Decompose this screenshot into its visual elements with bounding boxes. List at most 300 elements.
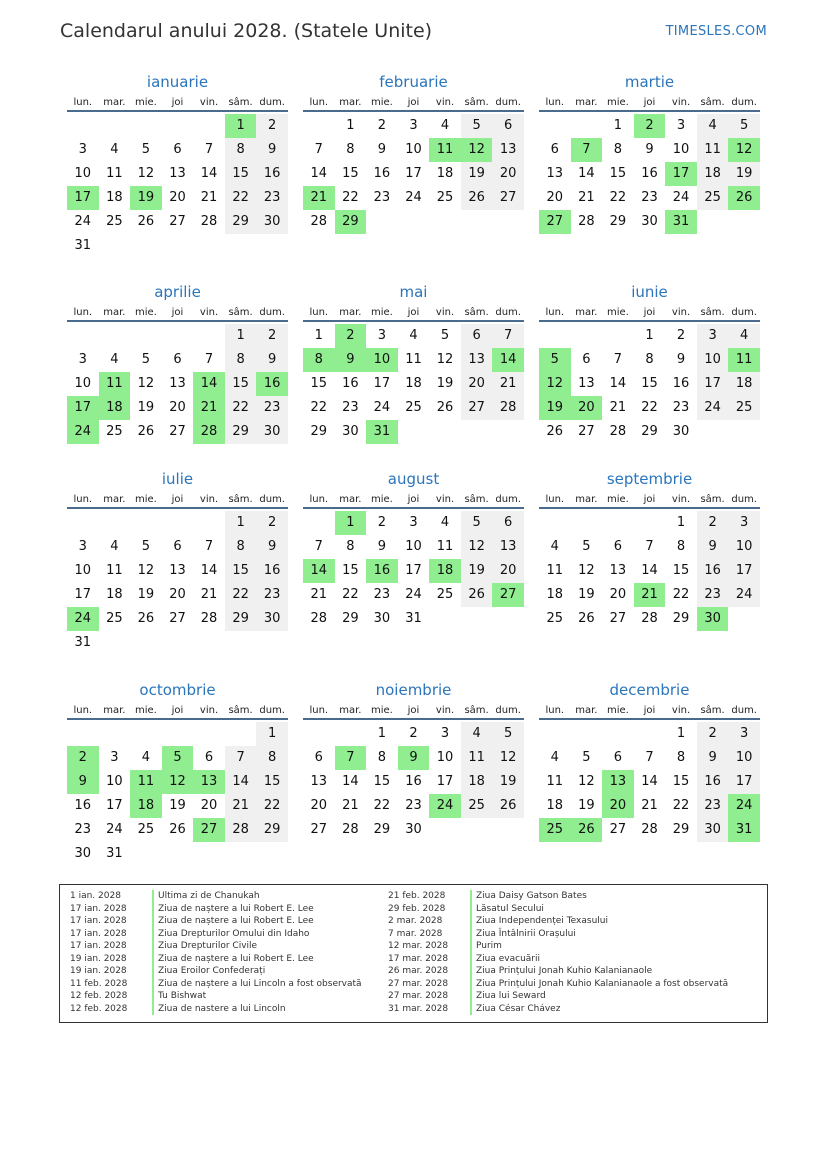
holiday-day-cell: 1: [225, 114, 257, 138]
legend-row: [70, 978, 362, 991]
legend-column-right: [388, 890, 728, 1015]
legend-marker: [470, 928, 472, 941]
day-cell: 21: [641, 798, 658, 813]
day-cell: 2: [409, 726, 418, 741]
day-cell: 22: [672, 587, 690, 602]
day-cell: 12: [461, 535, 493, 559]
day-cell: 3: [409, 118, 418, 133]
day-cell: 12: [137, 166, 155, 181]
day-cell: 26: [137, 214, 155, 229]
day-cell: 28: [492, 396, 524, 420]
legend-holiday-name: Ziua Daisy Gatson Bates: [476, 891, 587, 902]
weekday-label: joi: [643, 307, 656, 318]
month-octombrie: [67, 680, 288, 866]
day-cell: 20: [609, 587, 627, 602]
weekday-label: dum.: [495, 97, 521, 108]
day-cell: 14: [641, 563, 658, 578]
weekday-label: lun.: [309, 97, 329, 108]
legend-marker: [152, 978, 154, 991]
day-cell: 12: [137, 563, 155, 578]
legend-marker: [152, 953, 154, 966]
day-cell: 23: [697, 794, 729, 818]
days-grid: [67, 511, 288, 655]
day-cell: 22: [342, 587, 359, 602]
day-cell: 6: [492, 511, 524, 535]
weekday-label: lun.: [545, 494, 565, 505]
day-cell: 28: [578, 214, 595, 229]
legend-marker: [152, 1003, 154, 1016]
weekday-label: mie.: [370, 97, 393, 108]
day-cell: 3: [78, 142, 87, 157]
legend-row: [388, 928, 728, 941]
day-cell: 20: [200, 798, 218, 813]
holiday-day-cell: 31: [366, 420, 398, 444]
legend-date: 17 ian. 2028: [70, 903, 127, 914]
legend-date: 27 mar. 2028: [388, 978, 449, 989]
month-septembrie: [539, 469, 760, 655]
holiday-day-cell: 28: [193, 420, 225, 444]
day-cell: 20: [492, 162, 524, 186]
day-cell: 27: [609, 611, 627, 626]
weekday-label: sâm.: [464, 307, 489, 318]
day-cell: 5: [728, 114, 760, 138]
weekday-label: lun.: [73, 494, 93, 505]
day-cell: 29: [225, 420, 257, 444]
legend-marker: [470, 940, 472, 953]
day-cell: 8: [225, 535, 257, 559]
day-cell: 30: [74, 846, 92, 861]
weekday-label: sâm.: [228, 97, 253, 108]
legend-holiday-name: Ziua Drepturilor Civile: [158, 941, 258, 952]
legend-date: 17 ian. 2028: [70, 928, 127, 939]
days-grid: [539, 324, 760, 468]
day-cell: 9: [377, 142, 387, 157]
day-cell: 5: [141, 539, 151, 554]
weekday-label: lun.: [73, 97, 93, 108]
weekday-header: [67, 304, 288, 322]
legend-marker: [152, 903, 154, 916]
day-cell: 19: [461, 162, 493, 186]
day-cell: 30: [256, 607, 288, 631]
day-cell: 4: [697, 114, 729, 138]
day-cell: 7: [225, 746, 257, 770]
weekday-header: [303, 304, 524, 322]
legend-marker: [470, 903, 472, 916]
day-cell: 25: [546, 611, 564, 626]
day-cell: 28: [342, 822, 359, 837]
weekday-label: mie.: [606, 97, 629, 108]
holiday-day-cell: 18: [99, 396, 131, 420]
month-name: aprilie: [154, 283, 201, 301]
site-link[interactable]: TIMESLES.COM: [665, 24, 767, 39]
day-cell: 3: [728, 511, 760, 535]
legend-row: [70, 990, 362, 1003]
day-cell: 5: [461, 511, 493, 535]
day-cell: 2: [697, 722, 729, 746]
day-cell: 13: [546, 166, 564, 181]
day-cell: 22: [225, 186, 257, 210]
day-cell: 16: [373, 166, 391, 181]
day-cell: 16: [672, 376, 690, 391]
day-cell: 24: [373, 400, 391, 415]
day-cell: 25: [137, 822, 155, 837]
day-cell: 31: [405, 611, 422, 626]
day-cell: 11: [106, 166, 123, 181]
day-cell: 19: [578, 798, 595, 813]
day-cell: 23: [405, 798, 422, 813]
day-cell: 16: [697, 770, 729, 794]
month-aprilie: [67, 282, 288, 468]
day-cell: 10: [106, 774, 123, 789]
day-cell: 23: [373, 190, 391, 205]
month-name: iulie: [161, 470, 194, 488]
weekday-label: mar.: [339, 705, 362, 716]
day-cell: 3: [697, 324, 729, 348]
holiday-day-cell: 24: [728, 794, 760, 818]
weekday-label: mar.: [103, 494, 126, 505]
day-cell: 18: [728, 372, 760, 396]
day-cell: 16: [74, 798, 92, 813]
day-cell: 5: [141, 142, 151, 157]
weekday-label: sâm.: [228, 494, 253, 505]
weekday-header: [539, 702, 760, 720]
weekday-label: joi: [407, 97, 420, 108]
days-grid: [539, 722, 760, 866]
day-cell: 6: [173, 142, 182, 157]
day-cell: 1: [225, 511, 257, 535]
day-cell: 22: [672, 798, 690, 813]
legend-row: [70, 928, 362, 941]
day-cell: 14: [342, 774, 359, 789]
day-cell: 20: [169, 400, 186, 415]
legend-row: [70, 953, 362, 966]
day-cell: 17: [436, 774, 454, 789]
day-cell: 4: [440, 515, 450, 530]
weekday-label: vin.: [199, 97, 219, 108]
weekday-label: dum.: [495, 494, 521, 505]
weekday-label: dum.: [731, 307, 757, 318]
day-cell: 20: [546, 190, 564, 205]
weekday-label: mar.: [575, 97, 598, 108]
day-cell: 30: [342, 424, 359, 439]
day-cell: 28: [200, 214, 218, 229]
day-cell: 16: [641, 166, 658, 181]
day-cell: 26: [137, 424, 155, 439]
holiday-day-cell: 25: [539, 818, 571, 842]
day-cell: 16: [697, 559, 729, 583]
day-cell: 17: [106, 798, 123, 813]
day-cell: 7: [645, 750, 654, 765]
day-cell: 13: [169, 376, 186, 391]
day-cell: 7: [645, 539, 654, 554]
legend-marker: [470, 953, 472, 966]
day-cell: 30: [672, 424, 690, 439]
legend-date: 12 mar. 2028: [388, 941, 449, 952]
day-cell: 26: [461, 186, 493, 210]
legend-date: 19 ian. 2028: [70, 966, 127, 977]
day-cell: 15: [225, 559, 257, 583]
day-cell: 4: [550, 539, 559, 554]
holiday-day-cell: 2: [67, 746, 99, 770]
weekday-label: vin.: [199, 307, 219, 318]
legend-marker: [152, 940, 154, 953]
holiday-day-cell: 2: [335, 324, 367, 348]
weekday-label: mie.: [606, 705, 629, 716]
day-cell: 25: [461, 794, 493, 818]
day-cell: 27: [461, 396, 493, 420]
legend-row: [388, 978, 728, 991]
weekday-label: mie.: [134, 307, 157, 318]
day-cell: 7: [204, 352, 214, 367]
weekday-label: mar.: [339, 307, 362, 318]
holiday-day-cell: 9: [398, 746, 430, 770]
day-cell: 1: [645, 328, 654, 343]
day-cell: 19: [578, 587, 595, 602]
legend-holiday-name: Tu Bishwat: [158, 991, 207, 1002]
day-cell: 17: [405, 166, 422, 181]
weekday-label: mie.: [134, 705, 157, 716]
day-cell: 15: [310, 376, 328, 391]
month-iunie: [539, 282, 760, 468]
holiday-day-cell: 11: [429, 138, 461, 162]
day-cell: 28: [310, 214, 328, 229]
weekday-label: vin.: [671, 97, 691, 108]
day-cell: 31: [106, 846, 123, 861]
day-cell: 20: [169, 587, 186, 602]
holiday-day-cell: 31: [728, 818, 760, 842]
days-grid: [303, 511, 524, 655]
day-cell: 24: [405, 587, 422, 602]
day-cell: 8: [256, 746, 288, 770]
day-cell: 14: [200, 166, 218, 181]
weekday-label: mar.: [575, 705, 598, 716]
day-cell: 24: [672, 190, 690, 205]
holiday-day-cell: 11: [130, 770, 162, 794]
weekday-label: dum.: [259, 307, 285, 318]
legend-holiday-name: Ziua evacuării: [476, 953, 540, 964]
day-cell: 18: [546, 798, 564, 813]
day-cell: 10: [672, 142, 690, 157]
holiday-day-cell: 19: [130, 186, 162, 210]
day-cell: 1: [676, 726, 686, 741]
day-cell: 24: [74, 214, 92, 229]
holiday-day-cell: 27: [539, 210, 571, 234]
page-title: Calendarul anului 2028. (Statele Unite): [60, 20, 433, 42]
day-cell: 15: [225, 162, 257, 186]
day-cell: 30: [256, 210, 288, 234]
month-mai: [303, 282, 524, 468]
day-cell: 12: [436, 352, 454, 367]
day-cell: 26: [137, 611, 155, 626]
weekday-label: lun.: [309, 494, 329, 505]
month-name: octombrie: [139, 681, 216, 699]
holiday-day-cell: 24: [429, 794, 461, 818]
month-name: ianuarie: [146, 73, 209, 91]
weekday-label: joi: [643, 97, 656, 108]
day-cell: 9: [256, 138, 288, 162]
day-cell: 4: [110, 352, 119, 367]
month-iulie: [67, 469, 288, 655]
day-cell: 27: [578, 424, 595, 439]
holiday-day-cell: 30: [697, 607, 729, 631]
holiday-day-cell: 9: [335, 348, 367, 372]
days-grid: [303, 324, 524, 468]
weekday-label: sâm.: [700, 494, 725, 505]
day-cell: 4: [110, 142, 119, 157]
legend-date: 27 mar. 2028: [388, 991, 449, 1002]
legend-holiday-name: Ziua de naștere a lui Robert E. Lee: [158, 953, 314, 964]
holiday-day-cell: 14: [193, 372, 225, 396]
day-cell: 29: [256, 818, 288, 842]
day-cell: 13: [169, 563, 186, 578]
weekday-label: mar.: [339, 494, 362, 505]
day-cell: 2: [256, 511, 288, 535]
weekday-label: sâm.: [700, 97, 725, 108]
day-cell: 16: [256, 559, 288, 583]
weekday-label: sâm.: [464, 705, 489, 716]
days-grid: [67, 324, 288, 468]
days-grid: [303, 114, 524, 258]
holiday-day-cell: 12: [461, 138, 493, 162]
day-cell: 8: [645, 352, 654, 367]
legend-row: [388, 903, 728, 916]
day-cell: 20: [310, 798, 328, 813]
day-cell: 18: [461, 770, 493, 794]
day-cell: 20: [492, 559, 524, 583]
month-name: martie: [624, 73, 675, 91]
day-cell: 15: [256, 770, 288, 794]
holiday-day-cell: 10: [366, 348, 398, 372]
holiday-day-cell: 16: [256, 372, 288, 396]
day-cell: 15: [641, 376, 658, 391]
legend-holiday-name: Ultima zi de Chanukah: [158, 891, 260, 902]
day-cell: 23: [672, 400, 690, 415]
holiday-day-cell: 26: [571, 818, 603, 842]
legend-row: [388, 965, 728, 978]
weekday-label: mar.: [103, 307, 126, 318]
day-cell: 22: [342, 190, 359, 205]
day-cell: 12: [578, 774, 595, 789]
weekday-label: sâm.: [464, 494, 489, 505]
weekday-label: mie.: [370, 494, 393, 505]
day-cell: 8: [225, 348, 257, 372]
day-cell: 8: [377, 750, 387, 765]
holiday-day-cell: 18: [429, 559, 461, 583]
holiday-day-cell: 12: [728, 138, 760, 162]
weekday-label: sâm.: [228, 307, 253, 318]
holiday-day-cell: 7: [571, 138, 603, 162]
day-cell: 11: [461, 746, 493, 770]
weekday-label: joi: [171, 307, 184, 318]
legend-holiday-name: Purim: [476, 941, 502, 952]
legend-holiday-name: Ziua Întâlnirii Orașului: [476, 928, 576, 939]
day-cell: 2: [697, 511, 729, 535]
day-cell: 7: [204, 142, 214, 157]
weekday-label: joi: [643, 705, 656, 716]
day-cell: 20: [461, 372, 493, 396]
weekday-header: [539, 94, 760, 112]
holiday-day-cell: 13: [193, 770, 225, 794]
holiday-day-cell: 21: [193, 396, 225, 420]
day-cell: 13: [609, 563, 627, 578]
day-cell: 21: [200, 587, 218, 602]
holiday-day-cell: 9: [67, 770, 99, 794]
legend-row: [70, 940, 362, 953]
day-cell: 22: [225, 583, 257, 607]
weekday-label: joi: [407, 494, 420, 505]
day-cell: 13: [492, 535, 524, 559]
legend-row: [388, 890, 728, 903]
weekday-label: vin.: [671, 307, 691, 318]
day-cell: 28: [609, 424, 627, 439]
day-cell: 26: [578, 611, 595, 626]
day-cell: 2: [256, 324, 288, 348]
weekday-label: vin.: [671, 705, 691, 716]
weekday-label: dum.: [495, 307, 521, 318]
weekday-label: joi: [407, 705, 420, 716]
day-cell: 9: [256, 535, 288, 559]
weekday-label: vin.: [435, 307, 455, 318]
weekday-label: dum.: [731, 494, 757, 505]
day-cell: 14: [609, 376, 627, 391]
day-cell: 19: [492, 770, 524, 794]
day-cell: 6: [173, 352, 182, 367]
day-cell: 24: [405, 190, 422, 205]
day-cell: 13: [492, 138, 524, 162]
day-cell: 5: [582, 750, 591, 765]
legend-holiday-name: Ziua de naștere a lui Robert E. Lee: [158, 916, 314, 927]
weekday-label: mar.: [103, 97, 126, 108]
legend-row: [388, 953, 728, 966]
day-cell: 24: [697, 396, 729, 420]
day-cell: 3: [377, 328, 387, 343]
day-cell: 31: [74, 238, 92, 253]
day-cell: 7: [314, 539, 323, 554]
day-cell: 25: [405, 400, 422, 415]
holiday-day-cell: 26: [728, 186, 760, 210]
weekday-label: joi: [171, 705, 184, 716]
day-cell: 17: [405, 563, 422, 578]
legend-marker: [152, 965, 154, 978]
day-cell: 22: [641, 400, 658, 415]
day-cell: 29: [225, 607, 257, 631]
holiday-day-cell: 5: [539, 348, 571, 372]
day-cell: 13: [578, 376, 595, 391]
legend-marker: [152, 928, 154, 941]
weekday-label: vin.: [671, 494, 691, 505]
month-name: iunie: [631, 283, 668, 301]
day-cell: 17: [373, 376, 391, 391]
day-cell: 4: [141, 750, 151, 765]
day-cell: 25: [728, 396, 760, 420]
weekday-header: [303, 491, 524, 509]
day-cell: 27: [169, 611, 186, 626]
day-cell: 18: [106, 587, 123, 602]
day-cell: 10: [728, 535, 760, 559]
day-cell: 18: [405, 376, 422, 391]
holiday-day-cell: 16: [366, 559, 398, 583]
day-cell: 6: [204, 750, 214, 765]
day-cell: 27: [169, 424, 186, 439]
weekday-label: dum.: [259, 494, 285, 505]
day-cell: 2: [377, 118, 387, 133]
legend-date: 26 mar. 2028: [388, 966, 449, 977]
day-cell: 2: [676, 328, 686, 343]
day-cell: 26: [492, 794, 524, 818]
day-cell: 21: [492, 372, 524, 396]
weekday-label: vin.: [199, 494, 219, 505]
day-cell: 29: [310, 424, 328, 439]
